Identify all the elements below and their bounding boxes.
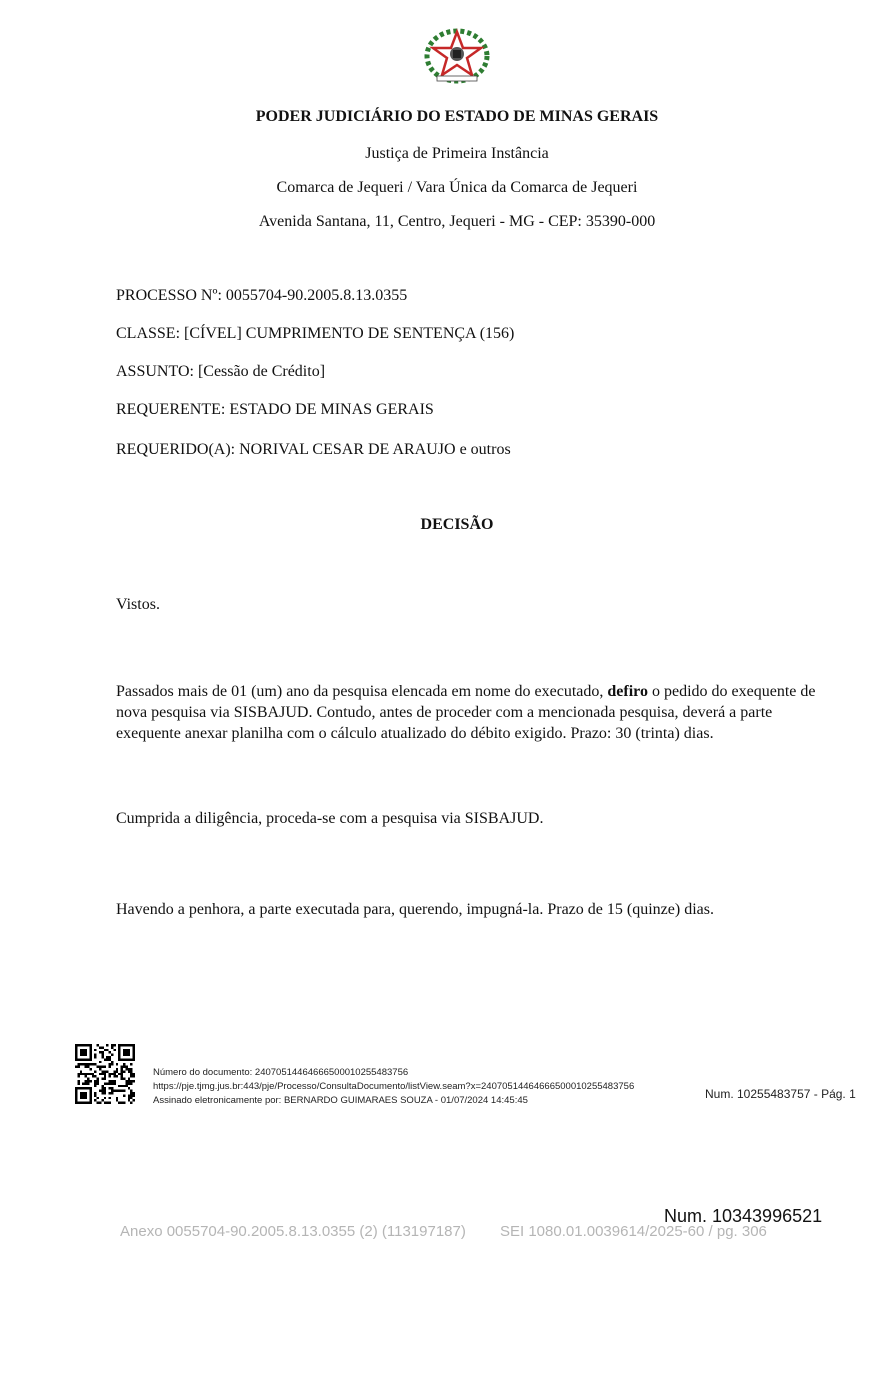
paragraph-1-end: o pedido do exequente de nova pesquisa via SISBAJUD. Contudo, antes de proceder com a mencionada pesquisa, deverá a parte exequente anexar planilha com o cálculo atualizado do débito exigido. Prazo: 30 (trinta) dias. — [116, 683, 816, 742]
paragraph-3: Havendo a penhora, a parte executada para, querendo, impugná-la. Prazo de 15 (quinze) dias. — [116, 901, 714, 918]
court-address: Avenida Santana, 11, Centro, Jequeri - MG - CEP: 35390-000 — [258, 213, 656, 230]
paragraph-1 — [116, 681, 816, 744]
signed-by: Assinado eletronicamente por: BERNARDO GUIMARAES SOUZA - 01/07/2024 14:45:45 — [153, 1095, 528, 1106]
document-number: Número do documento: 24070514464666500010255483756 — [153, 1067, 409, 1078]
coat-of-arms-icon — [423, 26, 491, 84]
case-subject: ASSUNTO: [Cessão de Crédito] — [116, 363, 326, 380]
document-url[interactable]: https://pje.tjmg.jus.br:443/pje/Processo/ConsultaDocumento/listView.seam?x=24070514464666500010255483756 — [153, 1081, 635, 1092]
sei-reference: SEI 1080.01.0039614/2025-60 / pg. 306 — [500, 1223, 767, 1240]
qr-code-icon — [75, 1044, 135, 1104]
district-label: Comarca de Jequeri / Vara Única da Comarca de Jequeri — [276, 179, 638, 196]
court-title: PODER JUDICIÁRIO DO ESTADO DE MINAS GERAIS — [255, 108, 659, 125]
paragraph-1-bold: defiro — [607, 683, 648, 700]
page-number-stamp: Num. 10255483757 - Pág. 1 — [705, 1087, 856, 1101]
paragraph-2: Cumprida a diligência, proceda-se com a pesquisa via SISBAJUD. — [116, 810, 544, 827]
greeting: Vistos. — [116, 596, 160, 613]
case-plaintiff: REQUERENTE: ESTADO DE MINAS GERAIS — [116, 401, 434, 418]
paragraph-1-start: Passados mais de 01 (um) ano da pesquisa elencada em nome do executado, — [116, 683, 608, 700]
case-class: CLASSE: [CÍVEL] CUMPRIMENTO DE SENTENÇA (156) — [116, 325, 515, 342]
case-defendant: REQUERIDO(A): NORIVAL CESAR DE ARAUJO e outros — [116, 441, 511, 458]
decision-title: DECISÃO — [420, 516, 494, 533]
process-number: PROCESSO Nº: 0055704-90.2005.8.13.0355 — [116, 287, 408, 304]
document-id: Num. 10343996521 — [664, 1206, 823, 1226]
instance-label: Justiça de Primeira Instância — [365, 145, 549, 162]
annex-reference: Anexo 0055704-90.2005.8.13.0355 (2) (113197187) — [120, 1223, 466, 1240]
